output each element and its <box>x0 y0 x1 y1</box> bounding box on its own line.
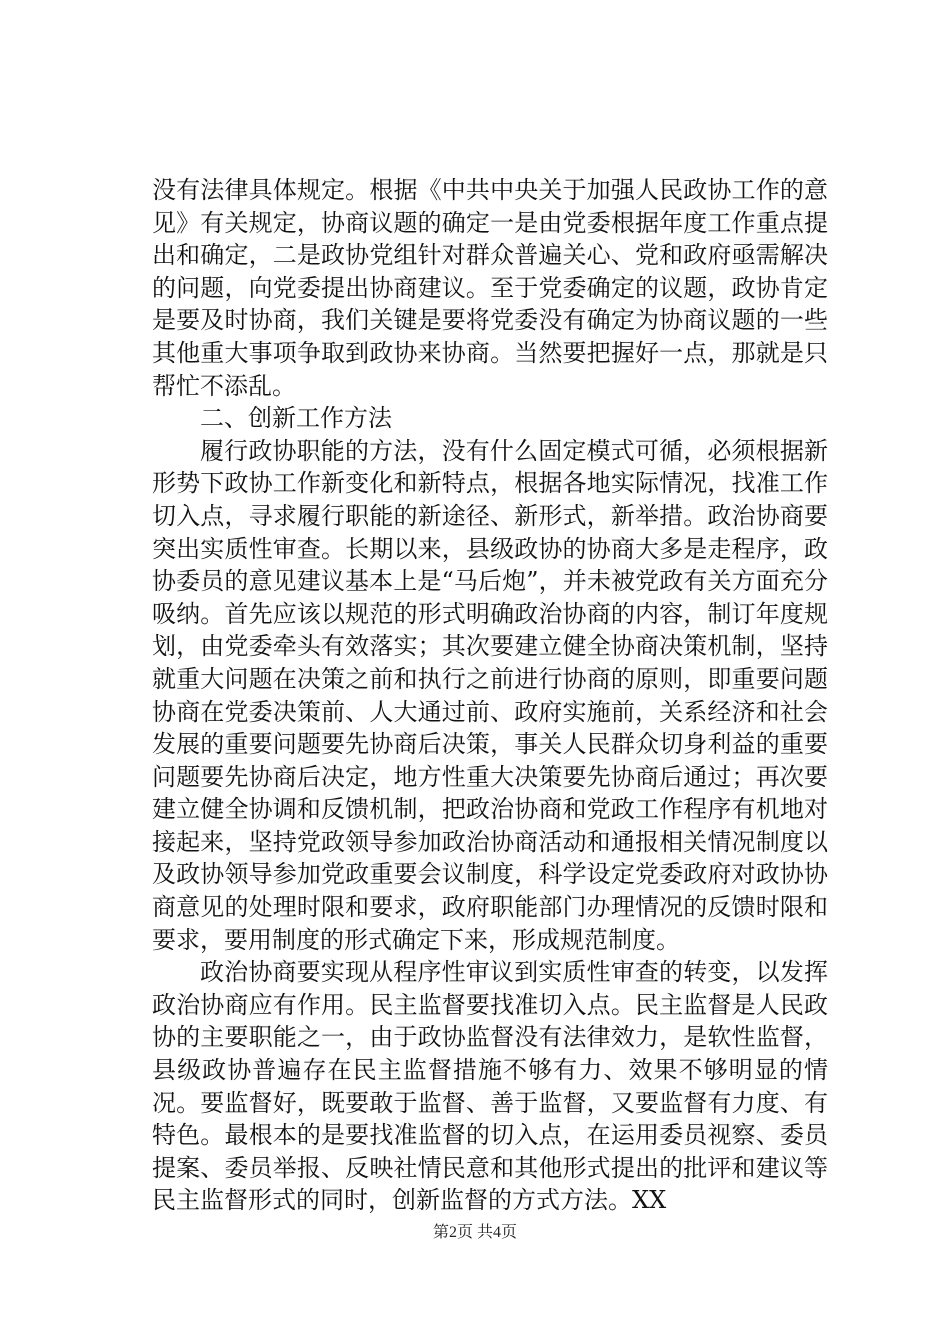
paragraph-methods: 履行政协职能的方法，没有什么固定模式可循，必须根据新形势下政协工作新变化和新特点，根据各地实际情况，找准工作切入点，寻求履行职能的新途径、新形式，新举措。政治协商要突出实质性审查。长期以来，县级政协的协商大多是走程序，政协委员的意见建议基本上是“马后炮”，并未被党政有关方面充分吸纳。首先应该以规范的形式明确政治协商的内容，制订年度规划，由党委牵头有效落实；其次要建立健全协商决策机制，坚持就重大问题在决策之前和执行之前进行协商的原则，即重要问题协商在党委决策前、人大通过前、政府实施前，关系经济和社会发展的重要问题要先协商后决策，事关人民群众切身利益的重要问题要先协商后决定，地方性重大决策要先协商后通过；再次要建立健全协调和反馈机制，把政治协商和党政工作程序有机地对接起来，坚持党政领导参加政治协商活动和通报相关情况制度以及政协领导参加党政重要会议制度，科学设定党委政府对政协协商意见的处理时限和要求，政府职能部门办理情况的反馈时限和要求，要用制度的形式确定下来，形成规范制度。 <box>152 436 828 954</box>
paragraph-supervision: 政治协商要实现从程序性审议到实质性审查的转变，以发挥政治协商应有作用。民主监督要找准切入点。民主监督是人民政协的主要职能之一，由于政协监督没有法律效力，是软性监督，县级政协普遍存在民主监督措施不够有力、效果不够明显的情况。要监督好，既要敢于监督、善于监督，又要监督有力度、有特色。最根本的是要找准监督的切入点，在运用委员视察、委员提案、委员举报、反映社情民意和其他形式提出的批评和建议等民主监督形式的同时，创新监督的方式方法。XX <box>152 958 828 1215</box>
page-footer: 第2页 共4页 <box>432 1224 517 1241</box>
paragraph-continuation: 没有法律具体规定。根据《中共中央关于加强人民政协工作的意见》有关规定，协商议题的确定一是由党委根据年度工作重点提出和确定，二是政协党组针对群众普遍关心、党和政府亟需解决的问题，向党委提出协商建议。至于党委确定的议题，政协肯定是要及时协商，我们关键是要将党委没有确定为协商议题的一些其他重大事项争取到政协来协商。当然要把握好一点，那就是只帮忙不添乱。 <box>152 176 828 400</box>
document-body <box>152 174 828 1217</box>
section-heading: 二、创新工作方法 <box>200 404 392 433</box>
